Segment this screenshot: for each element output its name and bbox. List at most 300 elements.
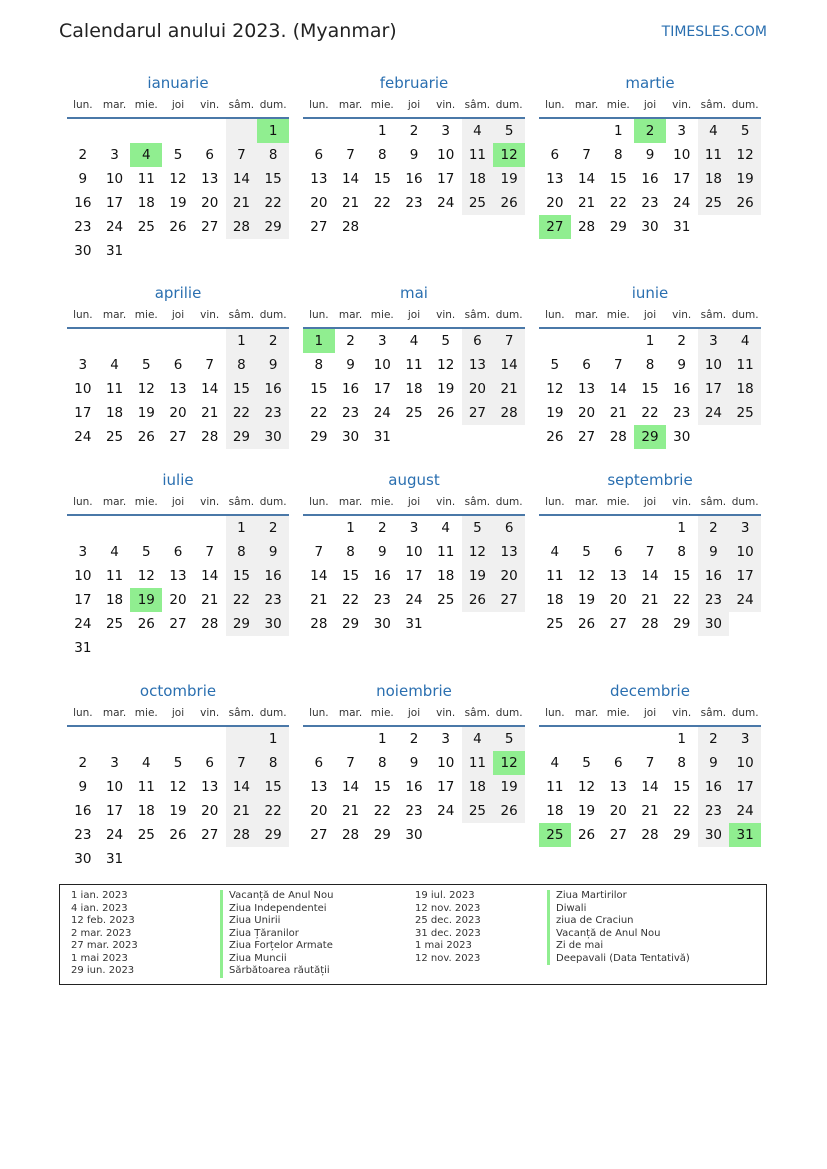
- day-cell: 18: [137, 195, 155, 211]
- weekday-label: dum.: [495, 707, 523, 719]
- day-cell-holiday: 1: [257, 119, 289, 143]
- weekday-label: joi: [643, 496, 657, 508]
- day-cell: 18: [462, 775, 494, 799]
- day-cell: 22: [257, 191, 289, 215]
- legend-entry: 31 dec. 2023: [415, 927, 481, 939]
- day-cell: 6: [173, 544, 183, 560]
- day-empty: [67, 727, 99, 751]
- day-cell: 26: [169, 219, 187, 235]
- day-cell: 23: [257, 588, 289, 612]
- day-cell: 7: [645, 544, 655, 560]
- day-cell: 17: [74, 592, 92, 608]
- weekday-label: dum.: [731, 707, 759, 719]
- day-cell: 9: [677, 357, 686, 373]
- day-cell: 6: [205, 755, 214, 771]
- day-cell: 21: [641, 803, 659, 819]
- day-cell: 3: [377, 333, 387, 349]
- day-cell: 19: [493, 775, 525, 799]
- day-empty: [226, 727, 258, 751]
- day-cell: 6: [582, 357, 591, 373]
- day-cell: 2: [257, 516, 289, 540]
- day-cell: 4: [462, 119, 494, 143]
- day-cell: 14: [226, 167, 258, 191]
- day-cell: 16: [641, 171, 659, 187]
- day-cell: 30: [257, 425, 289, 449]
- day-cell: 6: [493, 516, 525, 540]
- weekday-label: dum.: [259, 309, 287, 321]
- day-cell: 16: [341, 381, 360, 397]
- day-cell: 21: [226, 799, 258, 823]
- day-cell: 14: [641, 568, 659, 584]
- day-cell: 29: [226, 612, 258, 636]
- month-iulie: [67, 469, 289, 660]
- day-cell: 1: [677, 520, 686, 536]
- weekday-label: sâm.: [228, 99, 255, 111]
- day-cell: 3: [78, 357, 88, 373]
- day-cell: 27: [609, 616, 627, 632]
- day-cell: 21: [226, 191, 258, 215]
- day-cell: 3: [441, 731, 450, 747]
- weekday-label: mie.: [370, 496, 394, 508]
- day-cell: 27: [462, 401, 494, 425]
- day-cell: 11: [462, 143, 494, 167]
- weekday-label: lun.: [545, 496, 565, 508]
- weekday-label: dum.: [495, 99, 523, 111]
- day-cell: 25: [729, 401, 761, 425]
- day-cell: 12: [729, 143, 761, 167]
- day-cell: 7: [346, 147, 355, 163]
- day-cell: 14: [641, 779, 659, 795]
- day-cell: 5: [141, 544, 151, 560]
- day-cell: 23: [74, 219, 92, 235]
- day-cell: 1: [613, 123, 623, 139]
- day-cell: 8: [226, 353, 258, 377]
- day-empty: [602, 516, 634, 540]
- legend-entry: ziua de Craciun: [547, 915, 690, 928]
- weekday-label: dum.: [495, 496, 523, 508]
- day-cell: 28: [310, 616, 328, 632]
- weekday-label: vin.: [672, 496, 692, 508]
- legend-entry: 2 mar. 2023: [71, 927, 132, 939]
- day-cell: 23: [698, 588, 730, 612]
- day-cell: 9: [645, 147, 655, 163]
- day-cell: 7: [205, 544, 214, 560]
- day-cell: 17: [74, 405, 92, 421]
- weekday-label: mie.: [606, 309, 630, 321]
- weekday-label: joi: [171, 707, 185, 719]
- day-cell: 25: [462, 799, 494, 823]
- day-empty: [194, 329, 226, 353]
- day-cell: 23: [74, 827, 92, 843]
- day-cell: 6: [314, 755, 324, 771]
- day-cell: 19: [437, 381, 455, 397]
- day-cell: 27: [310, 219, 328, 235]
- day-grid: [303, 329, 525, 449]
- legend-entry: 1 mai 2023: [71, 952, 128, 964]
- day-cell: 12: [546, 381, 564, 397]
- weekday-label: joi: [407, 707, 421, 719]
- legend-entry: Ziua Țăranilor: [220, 928, 333, 941]
- day-empty: [602, 329, 634, 353]
- weekday-label: vin.: [200, 496, 220, 508]
- day-cell: 16: [698, 775, 730, 799]
- weekday-label: lun.: [545, 707, 565, 719]
- day-cell: 1: [257, 727, 289, 751]
- weekday-label: lun.: [73, 496, 93, 508]
- legend-entry: Ziua Muncii: [220, 953, 333, 966]
- day-cell: 1: [377, 731, 387, 747]
- day-cell: 17: [729, 775, 761, 799]
- day-cell: 7: [226, 143, 258, 167]
- day-cell: 8: [613, 147, 623, 163]
- weekday-header: [303, 702, 525, 727]
- weekday-label: sâm.: [464, 707, 491, 719]
- day-cell: 31: [105, 851, 124, 867]
- day-cell: 28: [577, 219, 596, 235]
- weekday-label: vin.: [436, 99, 456, 111]
- day-cell: 19: [493, 167, 525, 191]
- day-cell: 29: [609, 219, 627, 235]
- day-cell: 16: [405, 779, 423, 795]
- day-cell: 5: [173, 147, 183, 163]
- day-cell: 30: [673, 429, 691, 445]
- day-cell: 12: [437, 357, 455, 373]
- day-cell: 2: [346, 333, 355, 349]
- day-cell: 11: [137, 779, 155, 795]
- day-cell: 22: [373, 195, 391, 211]
- day-cell: 11: [137, 171, 155, 187]
- legend-entry: 4 ian. 2023: [71, 902, 128, 914]
- day-cell: 12: [577, 779, 596, 795]
- day-cell: 4: [550, 544, 560, 560]
- month-name: martie: [625, 74, 675, 92]
- day-cell: 5: [462, 516, 494, 540]
- day-cell: 17: [405, 568, 423, 584]
- day-cell: 24: [729, 799, 761, 823]
- day-grid: [67, 119, 289, 263]
- day-cell: 30: [405, 827, 423, 843]
- weekday-label: mar.: [574, 99, 599, 111]
- day-cell: 2: [677, 333, 686, 349]
- day-empty: [130, 119, 162, 143]
- month-aprilie: [67, 282, 289, 449]
- day-cell: 4: [110, 544, 119, 560]
- day-cell: 12: [137, 568, 155, 584]
- weekday-label: sâm.: [700, 99, 727, 111]
- weekday-label: vin.: [672, 707, 692, 719]
- day-cell: 3: [441, 123, 450, 139]
- day-cell: 1: [346, 520, 355, 536]
- day-cell: 19: [729, 167, 761, 191]
- day-empty: [67, 329, 99, 353]
- day-cell: 28: [641, 827, 659, 843]
- day-empty: [99, 516, 131, 540]
- day-grid: [67, 516, 289, 660]
- legend-entry: Sărbătoarea răutății: [220, 965, 333, 978]
- day-cell: 20: [609, 592, 627, 608]
- day-cell: 4: [729, 329, 761, 353]
- day-cell: 9: [78, 171, 88, 187]
- day-cell: 10: [373, 357, 391, 373]
- legend-names-right: [547, 890, 690, 965]
- day-cell: 10: [729, 540, 761, 564]
- day-cell: 7: [645, 755, 655, 771]
- day-cell: 15: [226, 564, 258, 588]
- legend-entry: 1 ian. 2023: [71, 890, 128, 901]
- day-cell: 27: [201, 219, 219, 235]
- day-cell-holiday: 12: [493, 751, 525, 775]
- month-name: mai: [400, 284, 428, 302]
- legend-entry: 25 dec. 2023: [415, 915, 481, 926]
- weekday-header: [67, 491, 289, 516]
- day-cell: 11: [105, 381, 124, 397]
- day-cell: 5: [141, 357, 151, 373]
- day-cell: 17: [698, 377, 730, 401]
- day-cell: 2: [409, 123, 419, 139]
- day-cell: 8: [226, 540, 258, 564]
- day-empty: [571, 516, 603, 540]
- day-cell: 17: [373, 381, 391, 397]
- day-empty: [571, 727, 603, 751]
- day-cell: 18: [137, 803, 155, 819]
- day-cell: 14: [609, 381, 627, 397]
- brand-link[interactable]: TIMESLES.COM: [661, 24, 767, 40]
- month-iunie: [539, 282, 761, 449]
- weekday-label: mie.: [606, 99, 630, 111]
- day-empty: [539, 119, 571, 143]
- day-cell: 18: [462, 167, 494, 191]
- day-empty: [335, 119, 367, 143]
- day-cell: 21: [341, 803, 360, 819]
- weekday-label: mie.: [134, 707, 158, 719]
- day-cell: 13: [609, 568, 627, 584]
- day-cell: 29: [373, 827, 391, 843]
- day-cell: 7: [582, 147, 591, 163]
- day-cell: 24: [105, 827, 124, 843]
- day-cell: 5: [550, 357, 560, 373]
- weekday-label: mar.: [338, 496, 363, 508]
- day-cell: 16: [405, 171, 423, 187]
- weekday-label: dum.: [259, 99, 287, 111]
- day-cell: 22: [310, 405, 328, 421]
- day-cell: 22: [373, 803, 391, 819]
- day-cell: 23: [373, 592, 391, 608]
- day-cell: 24: [74, 429, 92, 445]
- day-empty: [571, 329, 603, 353]
- legend-dates-right: [415, 890, 481, 965]
- day-cell: 19: [462, 564, 494, 588]
- day-cell: 5: [173, 755, 183, 771]
- day-cell: 7: [613, 357, 623, 373]
- day-grid: [539, 329, 761, 449]
- day-grid: [539, 727, 761, 847]
- day-cell: 1: [226, 516, 258, 540]
- day-cell: 18: [698, 167, 730, 191]
- month-octombrie: [67, 680, 289, 871]
- day-cell: 6: [613, 544, 623, 560]
- day-cell: 4: [409, 333, 419, 349]
- day-cell: 30: [74, 851, 92, 867]
- weekday-label: dum.: [731, 496, 759, 508]
- day-cell: 12: [462, 540, 494, 564]
- day-cell: 20: [169, 592, 187, 608]
- day-cell: 17: [105, 803, 124, 819]
- weekday-label: dum.: [731, 309, 759, 321]
- day-cell: 13: [310, 171, 328, 187]
- day-cell: 10: [74, 568, 92, 584]
- weekday-label: joi: [171, 99, 185, 111]
- legend-entry: Zi de mai: [547, 940, 690, 953]
- day-empty: [162, 329, 194, 353]
- day-cell: 14: [201, 568, 219, 584]
- day-cell: 15: [673, 779, 691, 795]
- day-cell: 11: [698, 143, 730, 167]
- day-empty: [303, 727, 335, 751]
- day-cell: 24: [373, 405, 391, 421]
- day-cell: 8: [377, 147, 387, 163]
- day-cell: 17: [437, 171, 455, 187]
- legend-entry: Ziua Martirilor: [547, 890, 690, 903]
- day-cell: 4: [462, 727, 494, 751]
- day-cell: 26: [462, 588, 494, 612]
- day-empty: [130, 516, 162, 540]
- day-cell: 3: [698, 329, 730, 353]
- day-grid: [539, 516, 761, 636]
- day-cell: 5: [729, 119, 761, 143]
- day-cell: 6: [173, 357, 183, 373]
- day-cell: 21: [201, 592, 219, 608]
- month-mai: [303, 282, 525, 449]
- month-septembrie: [539, 469, 761, 636]
- weekday-header: [67, 94, 289, 119]
- day-cell: 11: [729, 353, 761, 377]
- day-cell: 10: [74, 381, 92, 397]
- day-cell: 28: [341, 827, 360, 843]
- day-cell: 10: [437, 755, 455, 771]
- weekday-label: vin.: [672, 309, 692, 321]
- day-cell: 2: [377, 520, 387, 536]
- weekday-label: lun.: [73, 99, 93, 111]
- weekday-header: [303, 304, 525, 329]
- day-cell: 1: [377, 123, 387, 139]
- day-cell: 10: [105, 171, 124, 187]
- day-cell: 22: [641, 405, 659, 421]
- day-cell: 13: [169, 568, 187, 584]
- day-cell: 10: [437, 147, 455, 163]
- day-cell: 23: [641, 195, 659, 211]
- month-name: august: [388, 471, 440, 489]
- day-empty: [634, 516, 666, 540]
- day-grid: [67, 727, 289, 871]
- day-cell: 27: [493, 588, 525, 612]
- day-cell: 18: [729, 377, 761, 401]
- day-cell: 8: [346, 544, 355, 560]
- day-cell: 25: [105, 429, 124, 445]
- day-cell: 16: [673, 381, 691, 397]
- day-cell: 8: [677, 544, 686, 560]
- day-cell: 15: [310, 381, 328, 397]
- holiday-legend: [59, 884, 767, 985]
- weekday-label: mar.: [338, 707, 363, 719]
- day-cell: 25: [137, 219, 155, 235]
- weekday-label: joi: [643, 707, 657, 719]
- day-cell: 4: [441, 520, 450, 536]
- day-cell: 3: [110, 755, 119, 771]
- weekday-label: mie.: [370, 707, 394, 719]
- day-cell: 19: [169, 195, 187, 211]
- weekday-header: [539, 491, 761, 516]
- day-empty: [99, 329, 131, 353]
- day-cell: 21: [641, 592, 659, 608]
- day-cell: 29: [257, 823, 289, 847]
- day-cell-holiday: 31: [729, 823, 761, 847]
- day-empty: [99, 727, 131, 751]
- legend-entry: Vacanță de Anul Nou: [220, 890, 333, 903]
- day-empty: [162, 119, 194, 143]
- day-grid: [539, 119, 761, 239]
- day-cell: 26: [137, 616, 155, 632]
- day-empty: [571, 119, 603, 143]
- day-cell: 26: [493, 191, 525, 215]
- day-cell: 18: [546, 803, 564, 819]
- day-cell: 21: [493, 377, 525, 401]
- day-cell: 25: [698, 191, 730, 215]
- day-cell-holiday: 1: [303, 329, 335, 353]
- day-empty: [303, 516, 335, 540]
- day-cell: 28: [201, 616, 219, 632]
- legend-dates-left: [71, 890, 138, 978]
- weekday-label: mar.: [574, 309, 599, 321]
- weekday-label: mar.: [574, 707, 599, 719]
- month-name: iunie: [631, 284, 669, 302]
- day-cell: 20: [577, 405, 596, 421]
- day-empty: [99, 119, 131, 143]
- legend-entry: Ziua Forțelor Armate: [220, 940, 333, 953]
- day-cell: 15: [673, 568, 691, 584]
- day-empty: [67, 516, 99, 540]
- day-cell: 1: [226, 329, 258, 353]
- weekday-label: lun.: [309, 99, 329, 111]
- day-cell: 14: [201, 381, 219, 397]
- day-cell: 23: [257, 401, 289, 425]
- weekday-label: vin.: [436, 496, 456, 508]
- day-cell: 11: [437, 544, 455, 560]
- day-empty: [162, 727, 194, 751]
- day-cell: 28: [226, 823, 258, 847]
- day-cell-holiday: 29: [634, 425, 666, 449]
- weekday-label: sâm.: [228, 707, 255, 719]
- legend-entry: Ziua Unirii: [220, 915, 333, 928]
- day-cell: 9: [377, 544, 387, 560]
- day-cell: 30: [641, 219, 659, 235]
- weekday-header: [67, 304, 289, 329]
- day-cell-holiday: 2: [634, 119, 666, 143]
- day-cell: 1: [645, 333, 655, 349]
- weekday-label: vin.: [200, 99, 220, 111]
- day-cell: 23: [405, 195, 423, 211]
- day-cell: 24: [405, 592, 423, 608]
- legend-entry: Vacanță de Anul Nou: [547, 928, 690, 941]
- day-cell: 21: [609, 405, 627, 421]
- day-cell: 3: [729, 516, 761, 540]
- day-cell: 30: [74, 243, 92, 259]
- day-cell: 31: [74, 640, 92, 656]
- day-empty: [539, 516, 571, 540]
- weekday-label: mie.: [134, 309, 158, 321]
- day-cell: 25: [137, 827, 155, 843]
- day-cell: 14: [493, 353, 525, 377]
- day-cell: 15: [257, 167, 289, 191]
